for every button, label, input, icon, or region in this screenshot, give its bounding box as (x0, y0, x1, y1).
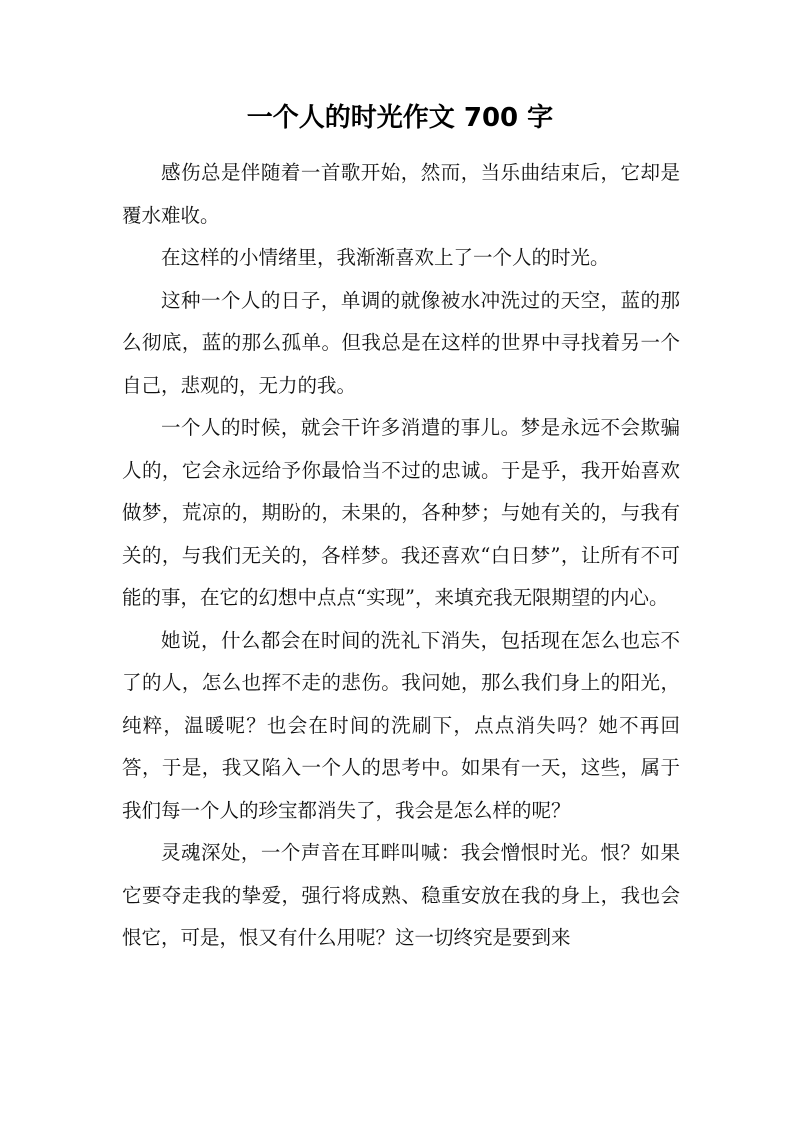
paragraph-1: 感伤总是伴随着一首歌开始，然而，当乐曲结束后，它却是覆水难收。 (122, 161, 680, 227)
paragraph-5: 她说，什么都会在时间的洗礼下消失，包括现在怎么也忘不了的人，怎么也挥不走的悲伤。我问她，那么我们身上的阳光，纯粹，温暖呢？也会在时间的洗刷下，点点消失吗？她不再回答，于是，我又陷入一个人的思考中。如果有一天，这些，属于我们每一个人的珍宝都消失了，我会是怎么样的呢？ (122, 628, 680, 822)
paragraph-4: 一个人的时候，就会干许多消遣的事儿。梦是永远不会欺骗人的，它会永远给予你最恰当不过的忠诚。于是乎，我开始喜欢做梦，荒凉的，期盼的，未果的，各种梦；与她有关的，与我有关的，与我们无关的，各样梦。我还喜欢“白日梦”，让所有不可能的事，在它的幻想中点点“实现”，来填充我无限期望的内心。 (122, 416, 680, 609)
paragraph-2: 在这样的小情绪里，我渐渐喜欢上了一个人的时光。 (161, 246, 610, 269)
paragraph-3: 这种一个人的日子，单调的就像被水冲洗过的天空，蓝的那么彻底，蓝的那么孤单。但我总是在这样的世界中寻找着另一个自己，悲观的，无力的我。 (122, 288, 680, 397)
paragraph-6: 灵魂深处，一个声音在耳畔叫喊：我会憎恨时光。恨？如果它要夺走我的挚爱，强行将成熟、稳重安放在我的身上，我也会恨它，可是，恨又有什么用呢？这一切终究是要到来 (122, 841, 680, 949)
document-body (122, 152, 680, 960)
document-title: 一个人的时光作文 700 字 (246, 103, 554, 133)
